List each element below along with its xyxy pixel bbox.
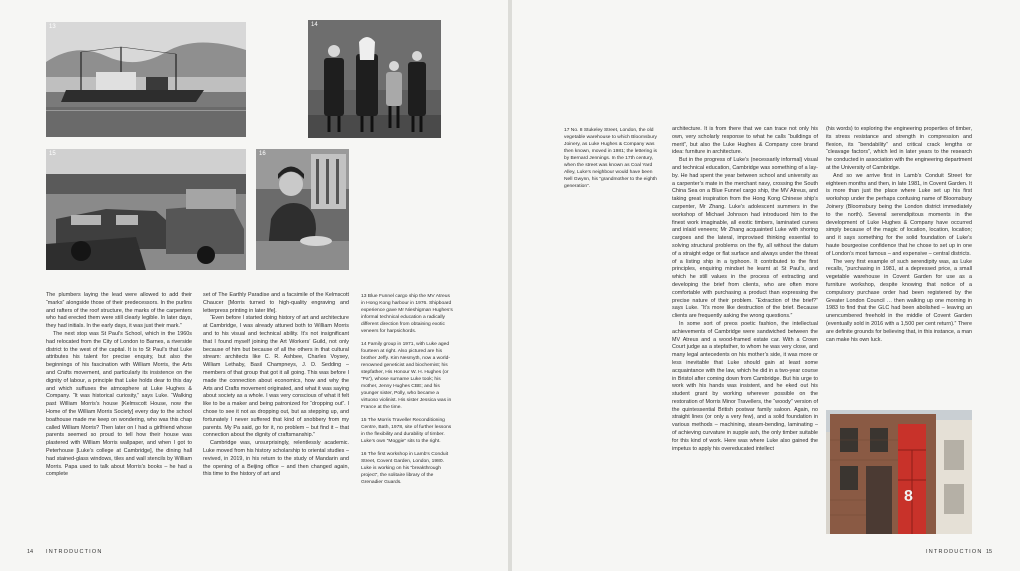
running-head: INTRODUCTION: [926, 549, 983, 555]
cargo-ship-photo: [46, 22, 246, 137]
morris-traveller-image: [46, 149, 246, 270]
paragraph: In some sort of preos poetic fashion, the intellectual achievements of Cambridge were sandwiched between the MV Atreus and a wood-framed estate car. With a Crown Court judge as a stepfather, to whom he was very close, and many legal antecedents on his mother’s side, it was more or less inevitable that Luke should gain at least some acquaintance with the law, which he did in a two-year course in Bristol after coming down from Cambridge. But his urge to work with his hands was insistent, and he eked out his student grant by working wherever possible on the restoration of Morris Minor Travellers, the “woody” version of the quintessential British postwar family saloon. Again, no straight lines (or only a very few), and a solid foundation in various methods – machining, steam-bending, laminating – of achieving curvature in supple ash, the only timber suitable for this kind of work. Here was where Luke also gained the impetus to apply his overeducated intellect: [672, 320, 818, 452]
left-page: [0, 0, 508, 571]
paragraph: But in the progress of Luke’s (necessarily informal) visual and technical education, Cambridge was something of a lay-by. He had spent the year between school and university as a carpenter’s mate in the merchant navy, crossing the South China Sea on a Blue Funnel cargo ship, the MV Atreus, and taking great inspiration from the Hong Kong Chinese ship’s carpenter, Mr Zhang. Luke’s adolescent summers in the workshop of Michael Johnson had introduced him to the finest work imaginable, all exotic timbers, laminated curves and inlaid veneers; Mr Zhang acquainted Luke with shoring cargoes and the lateral, improvised thinking essential to solving structural problems on the fly, all without the datum of a straight edge or flat surface and always under the threat of a listing ship in a typhoon. It contributed to the first principles, enquiring mindset he learnt at St Paul’s, and which he still values in the process of extracting and developing the brief from clients, who are often more comfortable with purchasing a product than expressing the precise nature of their problem. “Extraction of the brief?” says Luke. “It’s more like destruction of the brief. Because clients are frequently asking the wrong questions.”: [672, 157, 818, 320]
morris-traveller-photo: [46, 149, 246, 270]
body-column-1: [46, 292, 192, 479]
caption: 15 The Morris Traveller Reconditioning Centre, Bath, 1978, site of further lessons in the flexibility and durability of timber. Luke’s own “Moggie” sits to the right.: [361, 418, 452, 444]
body-column-1: [672, 126, 818, 453]
captions-column: [361, 293, 453, 492]
caption: 13 Blue Funnel cargo ship the MV Atreus in Hong Kong harbour in 1976. Shipboard experience gave Mr Nieshigman Hughes’s informal technical education a radically different direction from obtaining exotic veneers for harpsichords.: [361, 294, 453, 334]
photo-number: 14: [311, 22, 318, 28]
paragraph: set of The Earthly Paradise and a facsimile of the Kelmscott Chaucer [Morris turned to high-quality engraving and letterpress printing in later life].: [203, 292, 349, 314]
caption: 14 Family group in 1971, with Luke aged fourteen at right. Also pictured are his brother Jeffy. Kim Nesmyth, now a world-renowned geneticist and biochemist; his stepfather, His Honour W. H. Hughes (or “Pa”), whose surname Luke took; his mother, Jenny Hughes CBE; and his younger sister, Polly, who became a virtuoso violinist. His sister Jessica was in France at the time.: [361, 342, 452, 410]
page-number: 15: [986, 549, 993, 555]
photo-number: 13: [49, 24, 56, 30]
warehouse-image: [826, 410, 972, 534]
paragraph: (his words) to exploring the engineering properties of timber, its stress resistance and strength in compression and flexion, its “bendability” and critical crack lengths or “cleavage factors”, which led in later years to the research he conducted in association with the engineering department at the University of Cambridge.: [826, 126, 972, 171]
paragraph: “Even before I started doing history of art and architecture at Cambridge, I was already attuned both to William Morris and to his visual and technical ability. It’s not insignificant that I found myself joining the Art Workers’ Guild, not only because of him but because of all the others in that cultural stream: architects like C. R. Ashbee, Charles Voysey, William Lethaby, Basil Champneys, J. D. Sedding – members of that group that got it all going. This was before I made the connection about economics, how and why the Arts and Crafts movement originated, and what it was saying about society as a whole. I was very conscious of what it felt like to be a maker and being patronized for “dropping out”. I chose to see it not as dropping out, but as stepping up, and fortunately I never suffered that kind of snobbery from my parents. My Pa said, go for it, no problem – but find it – that connection about the dignity of craftsmanship.”: [203, 315, 349, 439]
photo-caption: [564, 127, 662, 196]
family-group-image: [308, 20, 441, 138]
paragraph: And so we arrive first in Lamb’s Conduit Street for eighteen months and then, in late 1981, in Covent Garden. It is more than just the place where Luke set up his first workshop under the perhaps confusing name of Bloomsbury Joinery (Bloomsbury being the London district immediately to the north). Several serendipitous moments in the development of Luke Hughes & Company have occurred simply because of the magic of location, location, location; and it says something for the solid foundation of Luke’s haute bourgeoise confidence that he chose to set up in one of London’s most famous – and expensive – central districts.: [826, 172, 972, 257]
body-column-2: [203, 292, 349, 479]
warehouse-photo: [826, 410, 972, 534]
door-number: 8: [904, 488, 913, 505]
paragraph: Cambridge was, unsurprisingly, relentlessly academic. Luke moved from his history scholarship to oriental studies – revived, in 2019, in his return to the study of Mandarin and the opening of a Beijing office – and then changed again, this time to the history of art and: [203, 440, 349, 478]
caption: 16 The first workshop in Lamb’s Conduit Street, Covent Garden, London, 1980. Luke is working on his “breakthrough project”, the solitaire library of the Grenadier Guards.: [361, 452, 449, 485]
paragraph: The very first example of such serendipity was, as Luke recalls, “purchasing in 1981, at a depressed price, a small vegetable warehouse in Covent Garden for use as a furniture workshop, despite knowing that notice of a compulsory purchase order had been registered by the Greater London Council … then walking up one morning in 1983 to find that the GLC had been abolished – leaving an unencumbered freehold in the middle of Covent Garden (eventually sold in 2016 with a 1,500 per cent return).” There are definite grounds for believing that, in this instance, a man can make his own luck.: [826, 258, 972, 343]
page-number: 14: [27, 549, 34, 555]
paragraph: architecture. It is from there that we can trace not only his own, very scholarly response to what he calls “buildings of merit”, but also the Luke Hughes & Company core brand idea: furniture in architecture.: [672, 126, 818, 156]
body-column-2: [826, 126, 972, 344]
paragraph: The next stop was St Paul’s School, which in the 1960s had relocated from the City of London to Barnes, a riverside district to the west of the capital. It is to St Paul’s that Luke attributes his talent for precise enquiry, but also the beginnings of his fascination with William Morris, the Arts and Crafts movement, and particularly its insistence on the dignity of labour, a principle that Luke holds dear to this day and which suffuses the atmosphere at Luke Hughes & Company. “It was historical curiosity,” says Luke. “Walking past William Morris’s house [Kelmscott House, now the Home of the William Morris Society] every day to the school boathouse made me keep on wondering, who was this chap called William Morris? Then later on I had a girlfriend whose parents seemed so proud to tell how their house was plastered with William Morris wallpaper, and when I got to Peterhouse [Luke’s college at Cambridge], the dining hall had stained-glass windows, tiles and wall stencils by William Morris. Papa used to talk about Morris’s books – he had a complete: [46, 330, 192, 478]
running-head: INTRODUCTION: [46, 549, 103, 555]
right-page: [512, 0, 1020, 571]
cargo-ship-image: [46, 22, 246, 137]
workshop-photo: [256, 149, 349, 270]
photo-number: 15: [49, 151, 56, 157]
family-group-photo: [308, 20, 441, 138]
caption: 17 No. 8 Stukeley Street, London, the old vegetable warehouse to which Bloomsbury Joinery, as Luke Hughes & Company was then known, moved in 1981; the lettering is by Bernard Jennings. In the 17th century, when the street was known as Coal Yard Alley, Luke’s neighbour would have been Nell Gwynn, his “grandmother to the eighth generation”.: [564, 128, 657, 189]
workshop-image: [256, 149, 349, 270]
paragraph: The plumbers laying the lead were allowed to add their “marks” alongside those of their predecessors. In the purlins and rafters of the roof structure, the marks of the carpenters who had erected them were still clearly legible. In later days, they had initials. In the early days, it was just their mark.”: [46, 292, 192, 330]
photo-number: 16: [259, 151, 266, 157]
